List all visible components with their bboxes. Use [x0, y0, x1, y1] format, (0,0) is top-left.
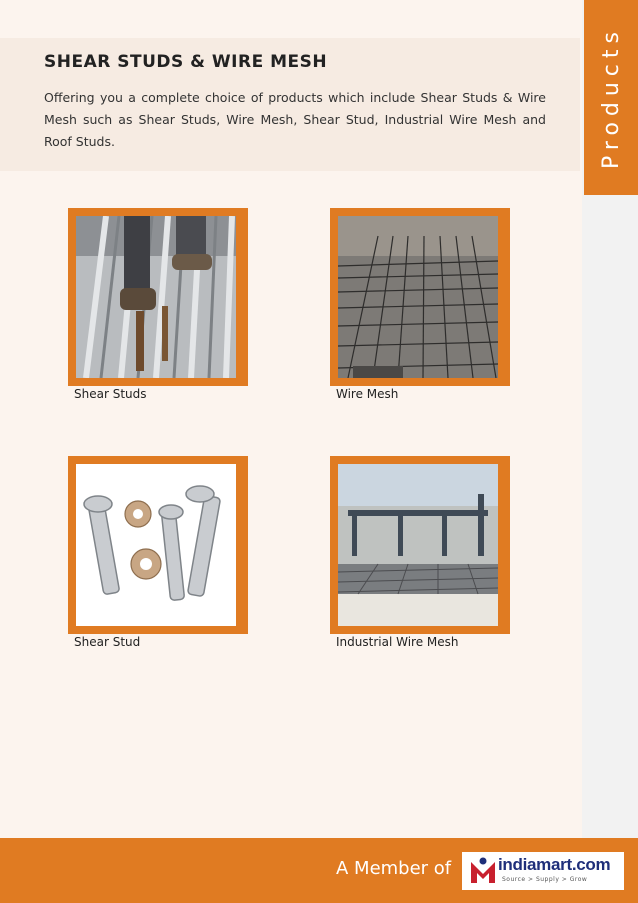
intro-text: Offering you a complete choice of products which include Shear Studs & Wire Mesh such as Shear Studs, Wire Mesh, Shear Stud, Industrial Wire Mesh and Roof Studs. [44, 90, 546, 149]
product-photo [338, 464, 498, 626]
product-caption[interactable]: Shear Stud [74, 635, 141, 649]
footer-member-text: A Member of [336, 858, 452, 879]
product-frame [68, 208, 248, 386]
product-frame [330, 208, 510, 386]
logo-tagline: Source > Supply > Grow [502, 876, 588, 883]
section-tab-label: Products [598, 26, 624, 169]
footer [0, 838, 638, 903]
product-caption[interactable]: Wire Mesh [336, 387, 399, 401]
section-tab-products [584, 0, 638, 195]
product-photo [338, 216, 498, 378]
product-photo [76, 464, 236, 626]
product-frame [68, 456, 248, 634]
product-photo [76, 216, 236, 378]
product-frame [330, 456, 510, 634]
indiamart-logo[interactable] [462, 852, 624, 890]
product-caption[interactable]: Industrial Wire Mesh [336, 635, 459, 649]
product-caption[interactable]: Shear Studs [74, 387, 147, 401]
indiamart-mark-icon [468, 856, 498, 886]
page-title: SHEAR STUDS & WIRE MESH [44, 52, 328, 72]
logo-wordmark: indiamart.com [498, 855, 611, 874]
